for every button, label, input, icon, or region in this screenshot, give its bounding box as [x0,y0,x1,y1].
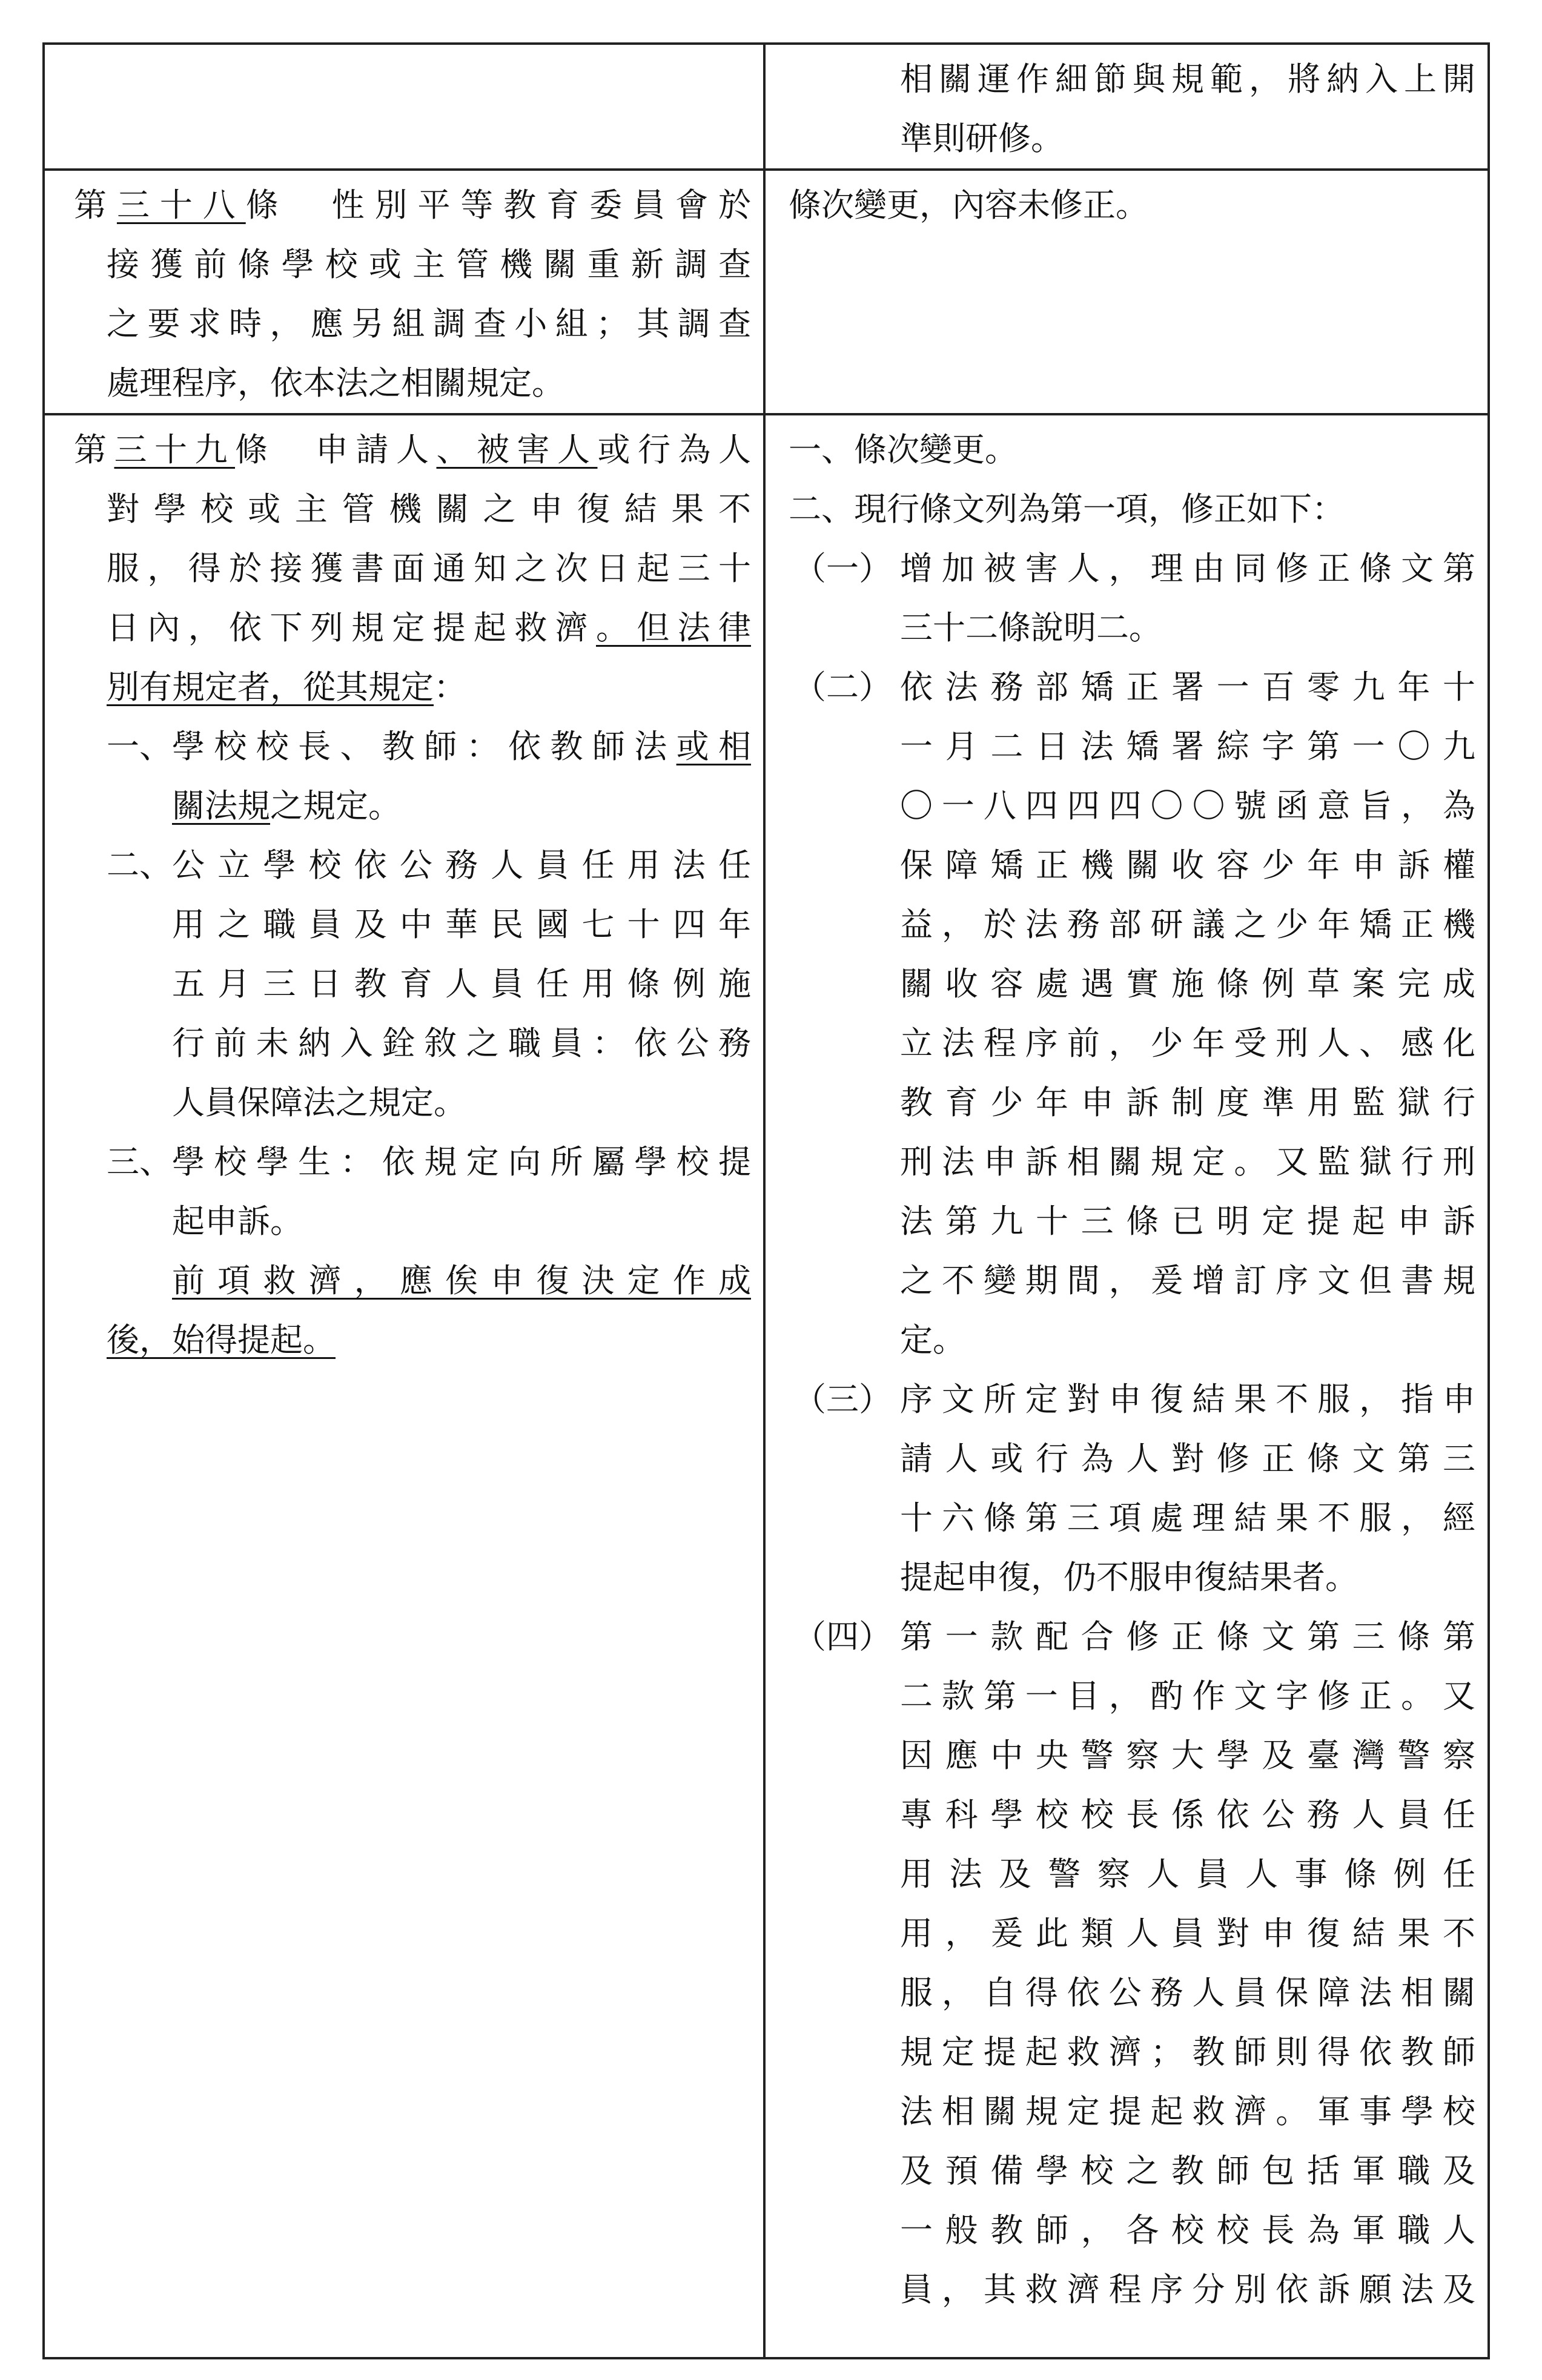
explanation-line: 準則研修。 [900,119,1064,157]
amended-article-cell [44,414,764,2358]
explanation-subitem: （四） 第一款配合修正條文第三條第 二款第一目，酌作文字修正。又 因應中央警察大學及臺灣警察 專科學校校長係依公務人員任 用法及警察人員人事條例任 用，爰此類人員對申復結果不 服，自得依公務人員保障法相關 規定提起救濟；教師則得依教師 法相關規定提起救濟。軍事學校 及預備學校之教師包括軍職及 一般教師，各校校長為軍職人 員，其救濟程序分別依訴願法及 [793,1618,1475,2309]
explanation-subitem: （一） 增加被害人，理由同修正條文第 三十二條說明二。 [793,549,1475,647]
article-line: 接獲前條學校或主管機關重新調查 [107,245,751,283]
document-page [42,42,1487,2344]
explanation-item: 一、 條次變更。 [789,431,1018,469]
table-row [44,44,1489,170]
article-heading-line: 第三十八條 性別平等教育委員會於 [74,186,752,224]
article-line: 處理程序，依本法之相關規定。 [107,364,564,402]
article-item: 三、 學校學生：依規定向所屬學校提 起申訴。 [107,1143,751,1240]
amended-article-cell [44,44,764,170]
article-item: 二、 公立學校依公務人員任用法任 用之職員及中華民國七十四年 五月三日教育人員任用條例施 行前未納入銓敘之職員：依公務 人員保障法之規定。 [107,846,751,1122]
table-row [44,170,1489,414]
article-paragraph-line: 前項救濟，應俟申復決定作成 [172,1261,751,1300]
explanation-subitem: （二） 依法務部矯正署一百零九年十 一月二日法矯署綜字第一〇九 〇一八四四四〇〇號函意旨，為 保障矯正機關收容少年申訴權 益，於法務部研議之少年矯正機 關收容處遇實施條例草案完成 立法程序前，少年受刑人、感化 教育少年申訴制度準用監獄行 刑法申訴相關規定。又監獄行刑 法第九十三條已明定提起申訴 之不變期間，爰增訂序文但書規 定。 [793,668,1475,1359]
explanation-cell [764,44,1489,170]
article-paragraph-line: 後，始得提起。 [107,1321,336,1359]
explanation-subitem: （三） 序文所定對申復結果不服，指申 請人或行為人對修正條文第三 十六條第三項處理結果不服，經 提起申復，仍不服申復結果者。 [793,1380,1475,1596]
article-number: 三十九 [114,431,235,469]
article-number: 三十八 [116,186,246,224]
article-line: 之要求時，應另組調查小組；其調查 [107,305,751,343]
explanation-line: 相關運作細節與規範，將納入上開 [900,60,1475,98]
explanation-item: 二、 現行條文列為第一項，修正如下： [789,490,1345,528]
amended-article-cell [44,170,764,414]
article-line: 日內，依下列規定提起救濟。但法律 [107,609,751,647]
article-line: 服，得於接獲書面通知之次日起三十 [107,549,751,587]
comparison-table [42,42,1490,2359]
explanation-cell [764,170,1489,414]
table-row [44,414,1489,2358]
article-heading-line: 第三十九條 申請人、被害人或行為人 [74,431,751,469]
article-line: 別有規定者，從其規定： [107,668,466,706]
article-line: 對學校或主管機關之申復結果不 [107,490,751,528]
explanation-line: 條次變更，內容未修正。 [789,186,1148,224]
explanation-cell [764,414,1489,2358]
article-item: 一、 學校校長、教師：依教師法或相 關法規之規定。 [107,727,752,825]
